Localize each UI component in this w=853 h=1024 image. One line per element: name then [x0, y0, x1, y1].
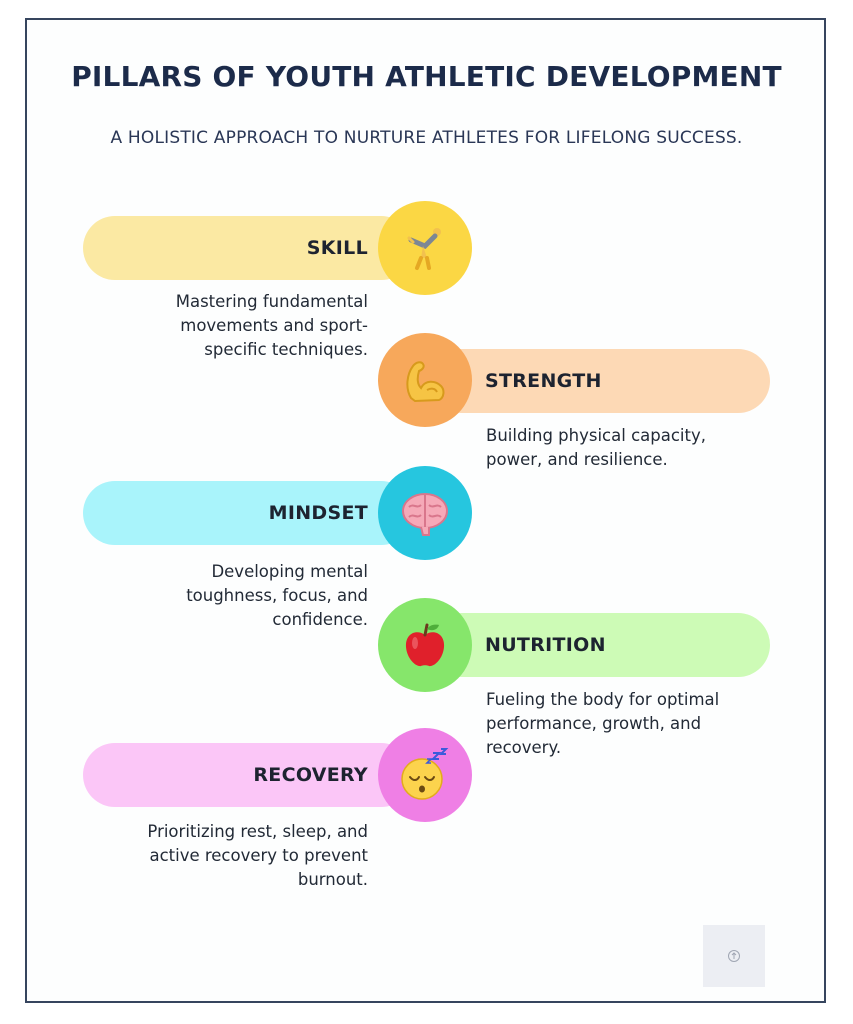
flexed-biceps-icon	[397, 352, 453, 408]
logo-icon	[703, 925, 765, 987]
pillar-nutrition-bar	[430, 613, 770, 677]
pillar-mindset-description: Developing mental toughness, focus, and confidence.	[186, 562, 368, 629]
pillar-strength-label: STRENGTH	[485, 370, 602, 392]
page-subtitle: A HOLISTIC APPROACH TO NURTURE ATHLETES FOR LIFELONG SUCCESS.	[110, 128, 743, 148]
cartwheel-icon	[399, 222, 451, 274]
pillar-nutrition-description: Fueling the body for optimal performance, growth, and recovery.	[486, 690, 720, 757]
pillar-nutrition-label: NUTRITION	[485, 634, 606, 656]
pillar-strength-badge	[378, 333, 472, 427]
pillar-skill-bar	[83, 216, 413, 280]
sleeping-face-icon	[397, 747, 453, 803]
pillar-recovery-bar	[83, 743, 413, 807]
pillar-skill-description: Mastering fundamental movements and sport-specific techniques.	[175, 292, 368, 359]
pillar-strength-description: Building physical capacity, power, and resilience.	[486, 426, 706, 469]
pillar-skill-badge	[378, 201, 472, 295]
pillar-recovery-label: RECOVERY	[253, 764, 368, 786]
apple-icon	[399, 619, 451, 671]
pillar-nutrition-badge	[378, 598, 472, 692]
brain-icon	[397, 485, 453, 541]
pillar-mindset-bar	[83, 481, 413, 545]
page-title: PILLARS OF YOUTH ATHLETIC DEVELOPMENT	[71, 60, 782, 93]
pillar-recovery-badge	[378, 728, 472, 822]
pillar-recovery-description: Prioritizing rest, sleep, and active recovery to prevent burnout.	[147, 822, 368, 889]
pillar-mindset-badge	[378, 466, 472, 560]
pillar-strength-bar	[430, 349, 770, 413]
pillar-mindset-label: MINDSET	[268, 502, 368, 524]
pillar-skill-label: SKILL	[306, 237, 368, 259]
